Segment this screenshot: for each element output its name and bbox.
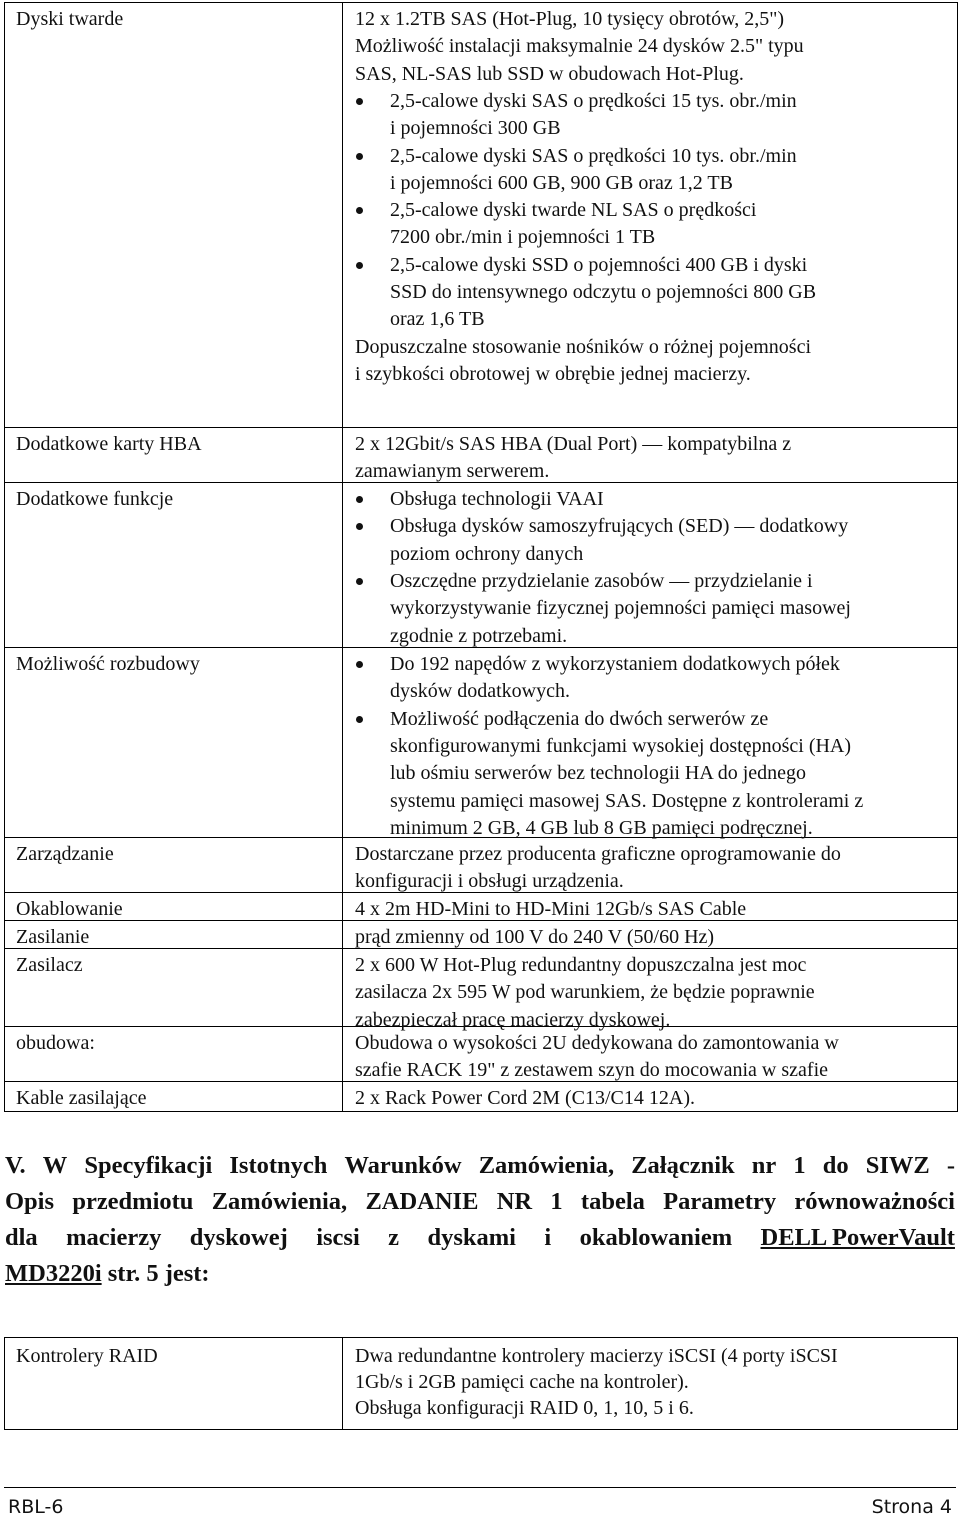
section-heading bbox=[5, 1148, 955, 1292]
heading-word: Istotnych bbox=[229, 1152, 328, 1179]
heading-word: 1 bbox=[793, 1152, 806, 1179]
row-label: Dodatkowe funkcje bbox=[16, 488, 174, 510]
value-line: Dwa redundantne kontrolery macierzy iSCSI (4 porty iSCSI bbox=[355, 1345, 838, 1367]
value-line: lub ośmiu serwerów bez technologii HA do jednego bbox=[390, 762, 807, 785]
value-line: prąd zmienny od 100 V do 240 V (50/60 Hz) bbox=[355, 926, 715, 948]
bullet-icon bbox=[356, 716, 363, 723]
raid-table bbox=[4, 1337, 958, 1430]
row-label-cell bbox=[5, 483, 343, 648]
row-label: Kable zasilające bbox=[16, 1087, 147, 1109]
value-line: 2 x Rack Power Cord 2M (C13/C14 12A). bbox=[355, 1087, 695, 1109]
row-label-cell bbox=[5, 949, 343, 1027]
table-row bbox=[5, 3, 958, 428]
table-row bbox=[5, 1338, 958, 1430]
row-label-cell bbox=[5, 838, 343, 893]
bullet-item: 2,5-calowe dyski SAS o prędkości 15 tys. obr./min bbox=[390, 89, 797, 112]
heading-line-2 bbox=[5, 1184, 955, 1220]
row-value-cell bbox=[343, 1338, 958, 1430]
bullet-item: Obsługa technologii VAAI bbox=[390, 488, 604, 510]
bullet-item: 2,5-calowe dyski SAS o prędkości 10 tys. obr./min bbox=[390, 144, 797, 167]
heading-word: przedmiotu bbox=[72, 1188, 194, 1215]
bullet-icon bbox=[356, 262, 363, 269]
row-value-cell bbox=[343, 1027, 958, 1082]
heading-line-1 bbox=[5, 1148, 955, 1184]
heading-line-3 bbox=[5, 1220, 955, 1256]
table-row bbox=[5, 483, 958, 648]
row-value-cell bbox=[343, 949, 958, 1031]
heading-word: z bbox=[388, 1224, 400, 1251]
heading-word: Załącznik bbox=[631, 1152, 735, 1179]
table-row bbox=[5, 838, 958, 893]
row-label: Dodatkowe karty HBA bbox=[16, 433, 202, 455]
heading-word: Zamówienia, bbox=[478, 1152, 615, 1179]
heading-suffix: str. 5 jest: bbox=[101, 1260, 210, 1287]
heading-word: Warunków bbox=[344, 1152, 462, 1179]
footer-left: RBL-6 bbox=[8, 1496, 64, 1518]
heading-word: tabela bbox=[580, 1188, 645, 1215]
row-label: Zasilanie bbox=[16, 926, 90, 948]
heading-word: dyskami bbox=[427, 1224, 516, 1251]
footer-page-number: Strona 4 bbox=[871, 1496, 952, 1518]
value-line: zgodnie z potrzebami. bbox=[390, 624, 568, 647]
value-line: Obsługa konfiguracji RAID 0, 1, 10, 5 i 6. bbox=[355, 1397, 694, 1419]
heading-word: macierzy bbox=[66, 1224, 162, 1251]
heading-word: do bbox=[822, 1152, 849, 1179]
heading-word: Parametry bbox=[663, 1188, 777, 1215]
value-line: poziom ochrony danych bbox=[390, 542, 584, 565]
table-row bbox=[5, 893, 958, 921]
value-line: zamawianym serwerem. bbox=[355, 460, 550, 483]
bullet-icon bbox=[356, 578, 363, 585]
value-line: wykorzystywanie fizycznej pojemności pamięci masowej bbox=[390, 597, 851, 620]
table-row bbox=[5, 648, 958, 838]
row-label: Zasilacz bbox=[16, 954, 83, 976]
heading-word: SIWZ bbox=[865, 1152, 930, 1179]
table-row bbox=[5, 1027, 958, 1082]
value-line: i pojemności 600 GB, 900 GB oraz 1,2 TB bbox=[390, 171, 733, 194]
heading-word: Specyfikacji bbox=[84, 1152, 213, 1179]
bullet-item: Do 192 napędów z wykorzystaniem dodatkowych półek bbox=[390, 653, 840, 675]
bullet-icon bbox=[356, 496, 363, 503]
row-value-cell bbox=[343, 921, 958, 949]
row-label-cell bbox=[5, 648, 343, 838]
value-line: 4 x 2m HD-Mini to HD-Mini 12Gb/s SAS Cable bbox=[355, 898, 747, 920]
bullet-icon bbox=[356, 207, 363, 214]
value-line: 2 x 12Gbit/s SAS HBA (Dual Port) — kompatybilna z bbox=[355, 433, 792, 455]
value-line: minimum 2 GB, 4 GB lub 8 GB pamięci podręcznej. bbox=[390, 816, 813, 839]
model-name: MD3220i bbox=[5, 1260, 102, 1287]
value-line: zabezpieczał pracę macierzy dyskowej. bbox=[355, 1008, 671, 1031]
footer-divider bbox=[4, 1487, 956, 1488]
heading-word: Zamówienia, bbox=[211, 1188, 348, 1215]
row-label-cell bbox=[5, 1027, 343, 1082]
row-label: Możliwość rozbudowy bbox=[16, 653, 200, 675]
heading-word: V. bbox=[5, 1152, 26, 1179]
heading-line-4 bbox=[5, 1256, 955, 1292]
bullet-icon bbox=[356, 98, 363, 105]
heading-word: równoważności bbox=[794, 1188, 955, 1215]
row-value-cell bbox=[343, 893, 958, 921]
bullet-item: Oszczędne przydzielanie zasobów — przydzielanie i bbox=[390, 569, 813, 592]
value-line: dysków dodatkowych. bbox=[390, 680, 570, 703]
row-value-cell bbox=[343, 3, 958, 428]
value-line: konfiguracji i obsługi urządzenia. bbox=[355, 870, 624, 893]
value-line: 12 x 1.2TB SAS (Hot-Plug, 10 tysięcy obrotów, 2,5") bbox=[355, 8, 785, 30]
value-line: SAS, NL-SAS lub SSD w obudowach Hot-Plug. bbox=[355, 62, 744, 85]
value-line: 1Gb/s i 2GB pamięci cache na kontroler). bbox=[355, 1371, 689, 1393]
bullet-icon bbox=[356, 523, 363, 530]
value-line: Obudowa o wysokości 2U dedykowana do zamontowania w bbox=[355, 1032, 839, 1054]
value-line: Dostarczane przez producenta graficzne oprogramowanie do bbox=[355, 843, 841, 865]
row-label-cell bbox=[5, 921, 343, 949]
value-line: Możliwość instalacji maksymalnie 24 dysków 2.5" typu bbox=[355, 35, 804, 58]
heading-word: nr bbox=[751, 1152, 777, 1179]
bullet-item: Obsługa dysków samoszyfrujących (SED) — dodatkowy bbox=[390, 515, 849, 538]
row-value-cell bbox=[343, 648, 958, 838]
table-row bbox=[5, 921, 958, 949]
heading-word: i bbox=[544, 1224, 552, 1251]
value-line: Dopuszczalne stosowanie nośników o różnej pojemności bbox=[355, 335, 812, 358]
row-label-cell bbox=[5, 428, 343, 483]
heading-word: 1 bbox=[550, 1188, 563, 1215]
row-label-cell bbox=[5, 1338, 343, 1430]
row-label: Kontrolery RAID bbox=[16, 1345, 158, 1367]
table-row bbox=[5, 949, 958, 1027]
heading-word: okablowaniem bbox=[579, 1224, 733, 1251]
bullet-item: 2,5-calowe dyski SSD o pojemności 400 GB i dyski bbox=[390, 253, 808, 276]
value-line: skonfigurowanymi funkcjami wysokiej dostępności (HA) bbox=[390, 734, 852, 757]
spec-table bbox=[4, 2, 958, 1112]
table-row bbox=[5, 428, 958, 483]
row-value-cell bbox=[343, 428, 958, 483]
row-label: Dyski twarde bbox=[16, 8, 124, 30]
bullet-item: Możliwość podłączenia do dwóch serwerów ze bbox=[390, 707, 769, 730]
value-line: oraz 1,6 TB bbox=[390, 308, 485, 331]
row-value-cell bbox=[343, 483, 958, 648]
bullet-icon bbox=[356, 153, 363, 160]
table-row bbox=[5, 1082, 958, 1112]
value-line: i szybkości obrotowej w obrębie jednej macierzy. bbox=[355, 362, 751, 385]
value-line: zasilacza 2x 595 W pod warunkiem, że będzie poprawnie bbox=[355, 981, 815, 1004]
heading-word: dyskowej bbox=[189, 1224, 288, 1251]
row-value-cell bbox=[343, 1082, 958, 1112]
heading-word: dla bbox=[5, 1224, 38, 1251]
value-line: 7200 obr./min i pojemności 1 TB bbox=[390, 226, 656, 249]
value-line: i pojemności 300 GB bbox=[390, 117, 561, 140]
value-line: szafie RACK 19" z zestawem szyn do mocowania w szafie bbox=[355, 1059, 829, 1082]
bullet-icon bbox=[356, 661, 363, 668]
row-label-cell bbox=[5, 3, 343, 428]
heading-word: ZADANIE bbox=[365, 1188, 479, 1215]
product-name-link: DELL PowerVault bbox=[760, 1224, 955, 1251]
row-label-cell bbox=[5, 1082, 343, 1112]
row-label-cell bbox=[5, 893, 343, 921]
row-label: Zarządzanie bbox=[16, 843, 114, 865]
heading-word: NR bbox=[496, 1188, 533, 1215]
row-value-cell bbox=[343, 838, 958, 893]
heading-word: Opis bbox=[5, 1188, 55, 1215]
row-label: obudowa: bbox=[16, 1032, 95, 1054]
heading-word: iscsi bbox=[316, 1224, 360, 1251]
row-label: Okablowanie bbox=[16, 898, 123, 920]
bullet-item: 2,5-calowe dyski twarde NL SAS o prędkości bbox=[390, 199, 757, 222]
value-line: SSD do intensywnego odczytu o pojemności 800 GB bbox=[390, 281, 817, 303]
heading-word: W bbox=[42, 1152, 68, 1179]
value-line: 2 x 600 W Hot-Plug redundantny dopuszczalna jest moc bbox=[355, 954, 807, 976]
heading-word: - bbox=[946, 1152, 955, 1179]
value-line: systemu pamięci masowej SAS. Dostępne z kontrolerami z bbox=[390, 789, 864, 812]
